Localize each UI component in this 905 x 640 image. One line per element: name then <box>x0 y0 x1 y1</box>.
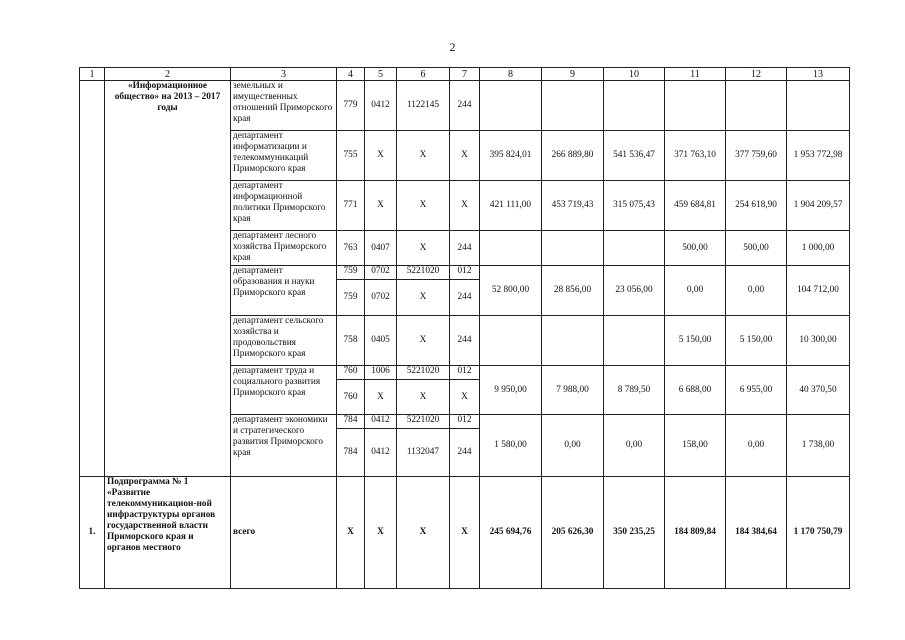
code-target: Х <box>397 316 450 366</box>
col-header: 12 <box>726 68 787 81</box>
dept-name: департамент труда и социального развития Приморского края <box>231 366 337 415</box>
code-admin: 759 <box>337 280 365 316</box>
subprogram-amount: 184 384,64 <box>726 477 787 589</box>
code-expense: 244 <box>450 81 480 131</box>
amount-cell: 52 800,00 <box>480 266 542 316</box>
code-target: 5221020 <box>397 366 450 380</box>
amount-cell <box>480 231 542 266</box>
amount-cell: 453 719,43 <box>542 181 604 231</box>
amount-cell: 0,00 <box>726 266 787 316</box>
col-header: 5 <box>365 68 397 81</box>
code-admin: 758 <box>337 316 365 366</box>
subprogram-amount: 184 809,84 <box>665 477 726 589</box>
code-expense: 244 <box>450 316 480 366</box>
code-expense: 012 <box>450 266 480 280</box>
budget-table <box>79 67 850 589</box>
program-number <box>80 81 105 477</box>
amount-cell: 1 580,00 <box>480 415 542 477</box>
amount-cell: 104 712,00 <box>787 266 850 316</box>
col-header: 11 <box>665 68 726 81</box>
program-title: «Информационное общество» на 2013 – 2017 годы <box>105 81 231 477</box>
amount-cell <box>480 316 542 366</box>
table-body <box>80 68 850 589</box>
amount-cell: 23 056,00 <box>604 266 665 316</box>
subprogram-amount: 205 626,30 <box>542 477 604 589</box>
amount-cell: 1 953 772,98 <box>787 131 850 181</box>
code-admin: 771 <box>337 181 365 231</box>
subprogram-amount: 245 694,76 <box>480 477 542 589</box>
code-admin: 779 <box>337 81 365 131</box>
subprogram-number: 1. <box>80 477 105 589</box>
amount-cell: 541 536,47 <box>604 131 665 181</box>
subprogram-code: Х <box>365 477 397 589</box>
col-header: 13 <box>787 68 850 81</box>
amount-cell: 158,00 <box>665 415 726 477</box>
code-section: 0412 <box>365 81 397 131</box>
subprogram-code: Х <box>337 477 365 589</box>
code-expense: 244 <box>450 231 480 266</box>
amount-cell: 6 688,00 <box>665 366 726 415</box>
col-header: 8 <box>480 68 542 81</box>
code-target: 1122145 <box>397 81 450 131</box>
amount-cell: 0,00 <box>665 266 726 316</box>
code-section: 0405 <box>365 316 397 366</box>
amount-cell <box>542 81 604 131</box>
subprogram-amount: 1 170 750,79 <box>787 477 850 589</box>
code-section: 0412 <box>365 415 397 429</box>
code-target: 5221020 <box>397 415 450 429</box>
code-target: Х <box>397 181 450 231</box>
amount-cell: 1 904 209,57 <box>787 181 850 231</box>
amount-cell <box>604 81 665 131</box>
subprogram-code: Х <box>397 477 450 589</box>
amount-cell: 6 955,00 <box>726 366 787 415</box>
amount-cell: 40 370,50 <box>787 366 850 415</box>
dept-name: департамент лесного хозяйства Приморского края <box>231 231 337 266</box>
amount-cell <box>542 231 604 266</box>
subprogram-row <box>80 477 850 589</box>
amount-cell <box>480 81 542 131</box>
amount-cell: 254 618,90 <box>726 181 787 231</box>
dept-name: земельных и имущественных отношений Приморского края <box>231 81 337 131</box>
col-header: 3 <box>231 68 337 81</box>
amount-cell: 5 150,00 <box>665 316 726 366</box>
amount-cell: 1 738,00 <box>787 415 850 477</box>
amount-cell: 28 856,00 <box>542 266 604 316</box>
amount-cell: 500,00 <box>665 231 726 266</box>
code-section: Х <box>365 380 397 415</box>
code-admin: 755 <box>337 131 365 181</box>
code-target: Х <box>397 231 450 266</box>
amount-cell: 315 075,43 <box>604 181 665 231</box>
amount-cell: 371 763,10 <box>665 131 726 181</box>
code-section: 0412 <box>365 429 397 477</box>
code-admin: 763 <box>337 231 365 266</box>
amount-cell <box>787 81 850 131</box>
amount-cell: 5 150,00 <box>726 316 787 366</box>
amount-cell <box>604 231 665 266</box>
amount-cell: 8 789,50 <box>604 366 665 415</box>
amount-cell <box>726 81 787 131</box>
amount-cell: 1 000,00 <box>787 231 850 266</box>
code-admin: 760 <box>337 380 365 415</box>
code-section: 0702 <box>365 280 397 316</box>
code-admin: 784 <box>337 429 365 477</box>
code-admin: 759 <box>337 266 365 280</box>
col-header: 4 <box>337 68 365 81</box>
amount-cell: 10 300,00 <box>787 316 850 366</box>
col-header: 6 <box>397 68 450 81</box>
dept-name: департамент экономики и стратегического развития Приморского края <box>231 415 337 477</box>
amount-cell: 459 684,81 <box>665 181 726 231</box>
amount-cell: 500,00 <box>726 231 787 266</box>
code-target: Х <box>397 131 450 181</box>
amount-cell: 266 889,80 <box>542 131 604 181</box>
code-section: Х <box>365 181 397 231</box>
header-row <box>80 68 850 81</box>
col-header: 7 <box>450 68 480 81</box>
code-target: 1132047 <box>397 429 450 477</box>
dept-name: департамент информатизации и телекоммуникаций Приморского края <box>231 131 337 181</box>
amount-cell <box>665 81 726 131</box>
amount-cell: 395 824,01 <box>480 131 542 181</box>
code-expense: Х <box>450 131 480 181</box>
subprogram-code: Х <box>450 477 480 589</box>
code-admin: 760 <box>337 366 365 380</box>
code-target: 5221020 <box>397 266 450 280</box>
col-header: 9 <box>542 68 604 81</box>
dept-name: департамент сельского хозяйства и продовольствия Приморского края <box>231 316 337 366</box>
subprogram-title: Подпрограмма № 1 «Развитие телекоммуникацион-ной инфраструктуры органов государственной власти Приморского края и органов местного <box>105 477 231 589</box>
code-expense: 012 <box>450 415 480 429</box>
dept-name: департамент образования и науки Приморского края <box>231 266 337 316</box>
code-expense: 244 <box>450 280 480 316</box>
amount-cell: 377 759,60 <box>726 131 787 181</box>
col-header: 10 <box>604 68 665 81</box>
code-target: Х <box>397 380 450 415</box>
subprogram-dept: всего <box>231 477 337 589</box>
code-target: Х <box>397 280 450 316</box>
table-row <box>80 81 850 131</box>
code-expense: Х <box>450 380 480 415</box>
code-section: 0702 <box>365 266 397 280</box>
amount-cell <box>604 316 665 366</box>
amount-cell <box>542 316 604 366</box>
code-expense: 012 <box>450 366 480 380</box>
code-expense: Х <box>450 181 480 231</box>
dept-name: департамент информационной политики Приморского края <box>231 181 337 231</box>
amount-cell: 7 988,00 <box>542 366 604 415</box>
col-header: 2 <box>105 68 231 81</box>
amount-cell: 421 111,00 <box>480 181 542 231</box>
amount-cell: 9 950,00 <box>480 366 542 415</box>
amount-cell: 0,00 <box>726 415 787 477</box>
code-section: 1006 <box>365 366 397 380</box>
amount-cell: 0,00 <box>604 415 665 477</box>
code-admin: 784 <box>337 415 365 429</box>
subprogram-amount: 350 235,25 <box>604 477 665 589</box>
col-header: 1 <box>80 68 105 81</box>
amount-cell: 0,00 <box>542 415 604 477</box>
page-number: 2 <box>449 40 456 54</box>
code-section: 0407 <box>365 231 397 266</box>
code-expense: 244 <box>450 429 480 477</box>
code-section: Х <box>365 131 397 181</box>
